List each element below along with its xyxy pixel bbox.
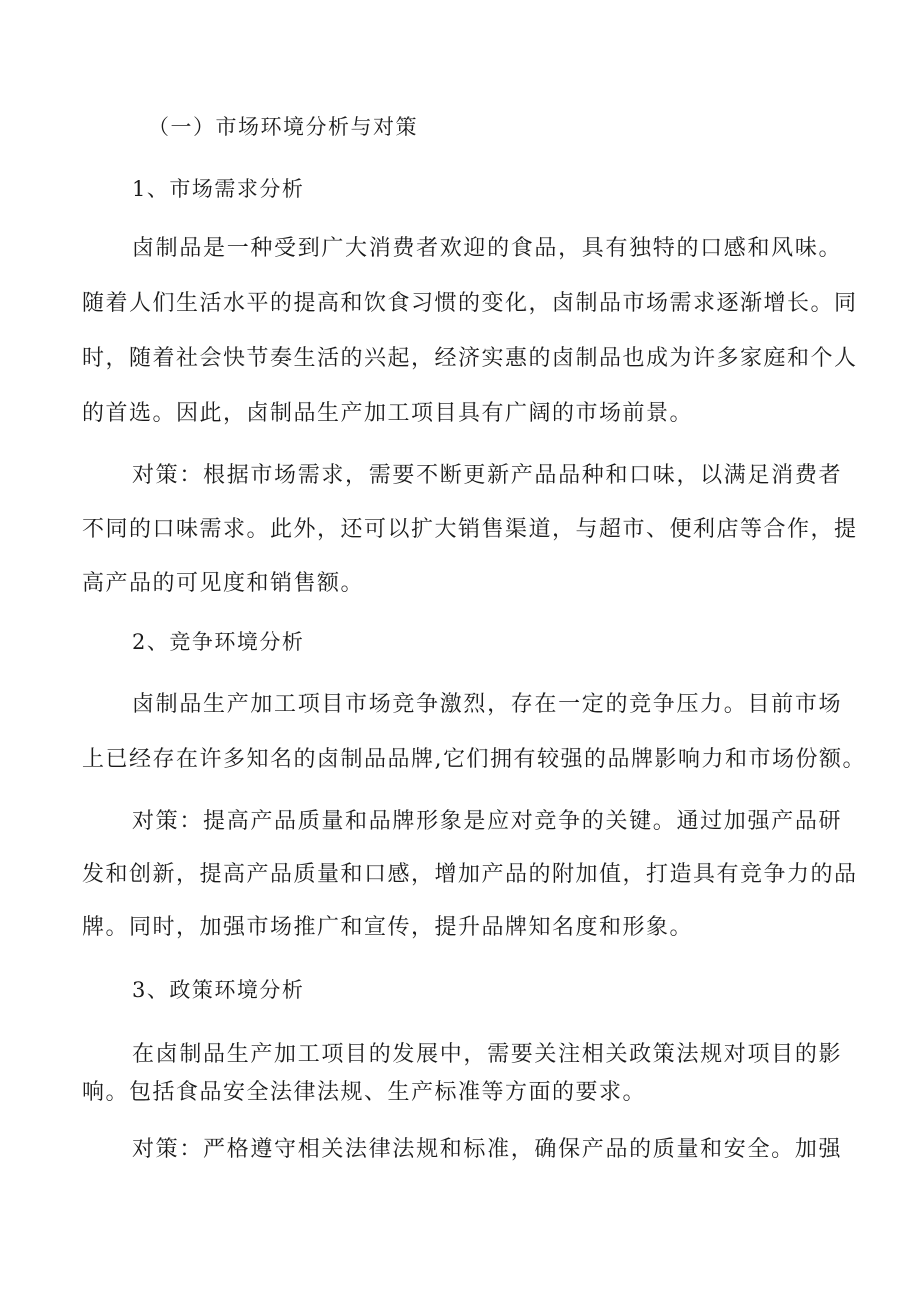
- paragraph-line: 发和创新，提高产品质量和口感，增加产品的附加值，打造具有竞争力的品: [82, 862, 858, 887]
- paragraph-line: 牌。同时，加强市场推广和宣传，提升品牌知名度和形象。: [82, 915, 694, 940]
- paragraph-line: 响。包括食品安全法律法规、生产标准等方面的要求。: [82, 1080, 647, 1105]
- paragraph-line: 上已经存在许多知名的卤制品品牌,它们拥有较强的品牌影响力和市场份额。: [82, 747, 866, 772]
- paragraph-line: 卤制品是一种受到广大消费者欢迎的食品，具有独特的口感和风味。: [132, 236, 842, 261]
- paragraph-line: 时，随着社会快节奏生活的兴起，经济实惠的卤制品也成为许多家庭和个人: [82, 346, 858, 371]
- paragraph-line: 对策：提高产品质量和品牌形象是应对竞争的关键。通过加强产品研: [132, 809, 842, 834]
- paragraph-line: 对策：严格遵守相关法律法规和标准，确保产品的质量和安全。加强: [132, 1137, 842, 1162]
- subsection-heading-2: 2、竞争环境分析: [132, 630, 305, 654]
- subsection-heading-3: 3、政策环境分析: [132, 978, 305, 1002]
- paragraph-line: 在卤制品生产加工项目的发展中，需要关注相关政策法规对项目的影: [132, 1042, 842, 1067]
- paragraph-line: 卤制品生产加工项目市场竞争激烈，存在一定的竞争压力。目前市场: [132, 692, 842, 717]
- paragraph-line: 高产品的可见度和销售额。: [82, 571, 365, 596]
- paragraph-line: 的首选。因此，卤制品生产加工项目具有广阔的市场前景。: [82, 401, 694, 426]
- section-title: （一）市场环境分析与对策: [148, 115, 418, 139]
- paragraph-line: 对策：根据市场需求，需要不断更新产品品种和口味，以满足消费者: [132, 463, 842, 488]
- paragraph-line: 随着人们生活水平的提高和饮食习惯的变化，卤制品市场需求逐渐增长。同: [82, 291, 858, 316]
- subsection-heading-1: 1、市场需求分析: [132, 177, 305, 201]
- paragraph-line: 不同的口味需求。此外，还可以扩大销售渠道，与超市、便利店等合作，提: [82, 517, 858, 542]
